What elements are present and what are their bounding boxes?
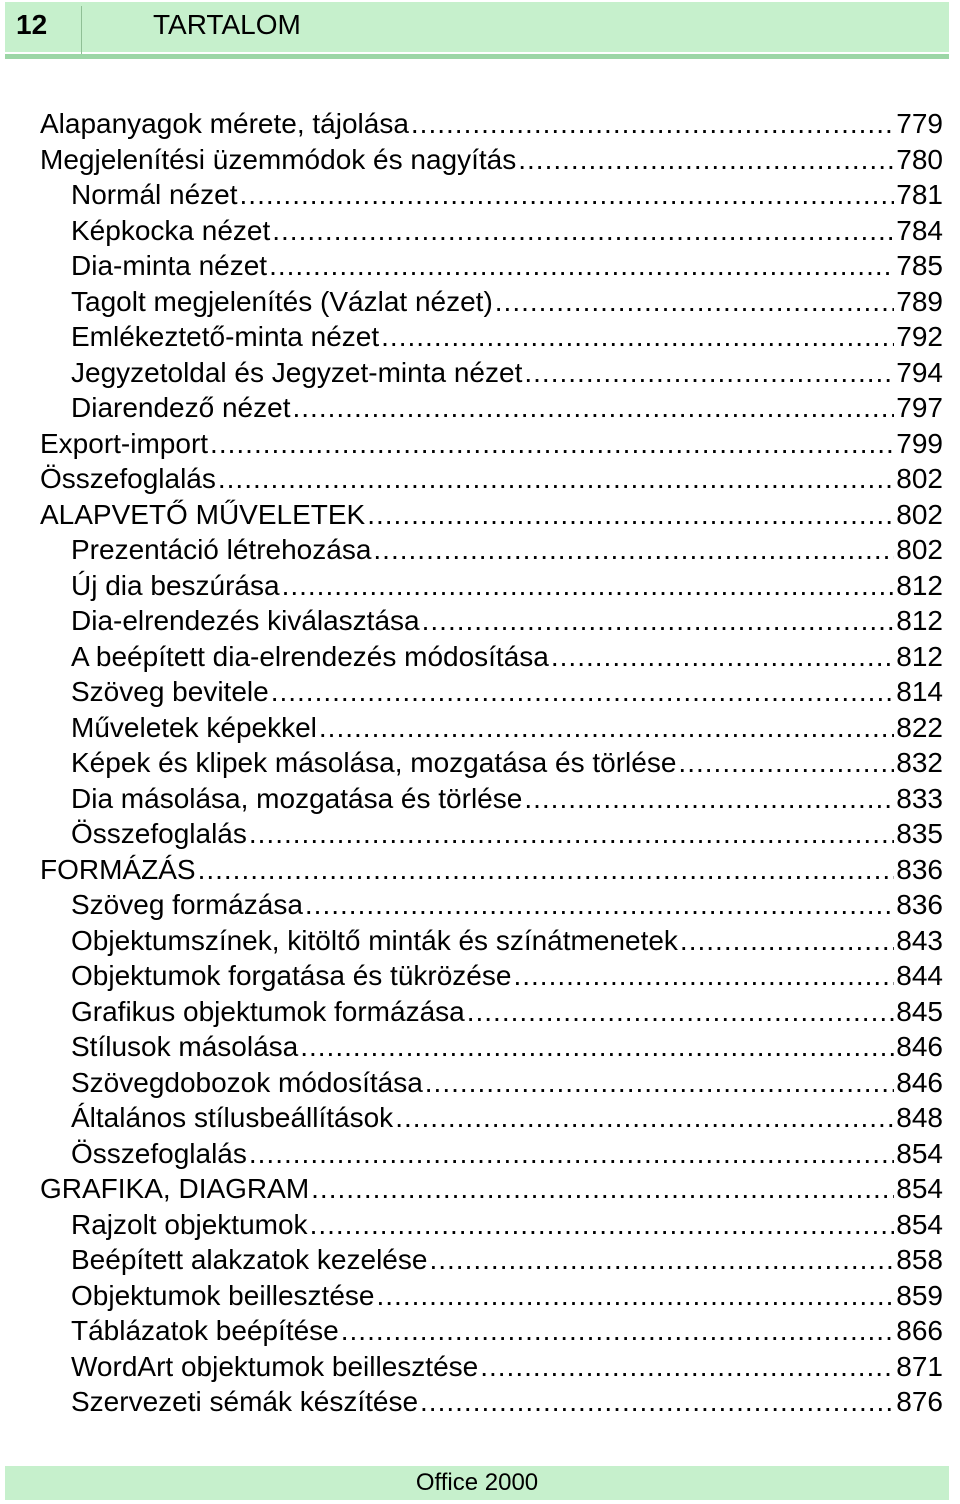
toc-entry-title: Grafikus objektumok formázása: [71, 995, 465, 1027]
toc-dot-leader: [269, 248, 894, 284]
toc-entry: [40, 532, 943, 568]
toc-entry-title: Objektumszínek, kitöltő minták és színátmenetek: [71, 924, 678, 956]
toc-dot-leader: [367, 497, 894, 533]
toc-entry-title: Export-import: [40, 427, 209, 459]
toc-entry-title: Új dia beszúrása: [71, 569, 280, 601]
toc-entry-title: Dia-elrendezés kiválasztása: [71, 605, 420, 636]
toc-entry: [40, 745, 943, 781]
toc-entry: [40, 177, 943, 213]
toc-dot-leader: [300, 1029, 894, 1065]
toc-entry-page: 822: [896, 711, 943, 743]
toc-entry-title: Képek és klipek másolása, mozgatása és törlése: [71, 747, 677, 778]
toc-entry: [40, 852, 943, 888]
toc-entry-title: Beépített alakzatok kezelése: [71, 1244, 428, 1275]
toc-entry-page: 876: [896, 1386, 943, 1417]
toc-dot-leader: [271, 674, 895, 710]
toc-entry: [40, 923, 943, 959]
toc-entry: [40, 1171, 943, 1207]
toc-entry: [40, 319, 943, 355]
toc-entry: [40, 568, 943, 604]
toc-entry-page: 832: [896, 747, 943, 778]
toc-entry-title: ALAPVETŐ MŰVELETEK: [40, 498, 366, 530]
toc-entry-title: Összefoglalás: [71, 818, 247, 849]
toc-entry-page: 858: [896, 1244, 943, 1275]
toc-dot-leader: [425, 1065, 895, 1101]
toc-entry-page: 789: [896, 285, 943, 317]
toc-entry-page: 846: [896, 1066, 943, 1098]
toc-entry-page: 843: [896, 924, 943, 956]
toc-entry-page: 854: [896, 1208, 943, 1240]
toc-entry: [40, 1313, 943, 1349]
toc-dot-leader: [395, 1100, 894, 1136]
toc-entry-title: Prezentáció létrehozása: [71, 534, 372, 565]
toc-entry: [40, 1278, 943, 1314]
toc-entry-page: 812: [896, 569, 943, 601]
toc-entry-title: Normál nézet: [71, 179, 238, 210]
toc-entry-title: Műveletek képekkel: [71, 711, 317, 743]
toc-entry: [40, 1207, 943, 1243]
toc-entry: [40, 497, 943, 533]
toc-entry: [40, 816, 943, 852]
toc-dot-leader: [480, 1349, 894, 1385]
toc-entry-page: 812: [896, 605, 943, 636]
toc-entry-title: Szervezeti sémák készítése: [71, 1386, 419, 1417]
toc-entry-page: 812: [896, 640, 943, 672]
toc-entry: [40, 1242, 943, 1278]
toc-entry: [40, 1029, 943, 1065]
toc-entry: [40, 106, 943, 142]
toc-entry-page: 780: [896, 143, 943, 175]
toc-entry-page: 785: [896, 250, 943, 281]
toc-entry-page: 799: [896, 427, 943, 459]
toc-dot-leader: [524, 355, 894, 391]
toc-dot-leader: [381, 319, 894, 355]
toc-dot-leader: [305, 887, 894, 923]
toc-entry-title: Emlékeztető-minta nézet: [71, 321, 380, 352]
toc-entry-page: 845: [896, 995, 943, 1027]
toc-entry-page: 779: [896, 108, 943, 139]
toc-entry-title: Jegyzetoldal és Jegyzet-minta nézet: [71, 356, 523, 388]
toc-entry-page: 859: [896, 1279, 943, 1311]
toc-entry: [40, 674, 943, 710]
toc-entry: [40, 355, 943, 391]
toc-dot-leader: [282, 568, 895, 604]
toc-entry-page: 802: [896, 534, 943, 565]
toc-entry-page: 794: [896, 356, 943, 388]
toc-entry: [40, 958, 943, 994]
toc-dot-leader: [467, 994, 895, 1030]
toc-entry-title: Dia-minta nézet: [71, 250, 268, 281]
toc-entry-page: 833: [896, 782, 943, 814]
toc-entry-title: Szöveg bevitele: [71, 676, 269, 707]
toc-entry-title: Dia másolása, mozgatása és törlése: [71, 782, 523, 814]
toc-dot-leader: [218, 461, 894, 497]
toc-entry: [40, 639, 943, 675]
toc-entry-title: Szövegdobozok módosítása: [71, 1066, 423, 1098]
toc-entry-page: 836: [896, 853, 943, 885]
toc-entry-page: 802: [896, 498, 943, 530]
toc-entry: [40, 213, 943, 249]
toc-entry: [40, 1100, 943, 1136]
toc-entry-title: Objektumok forgatása és tükrözése: [71, 960, 512, 991]
toc-entry: [40, 284, 943, 320]
toc-dot-leader: [495, 284, 895, 320]
toc-entry-page: 781: [896, 179, 943, 210]
toc-entry: [40, 887, 943, 923]
toc-dot-leader: [376, 1278, 894, 1314]
toc-dot-leader: [310, 1207, 895, 1243]
toc-entry-title: Összefoglalás: [71, 1137, 247, 1169]
toc-entry-title: WordArt objektumok beillesztése: [71, 1350, 479, 1382]
toc-dot-leader: [373, 532, 894, 568]
toc-dot-leader: [272, 213, 894, 249]
toc-entry-page: 784: [896, 214, 943, 246]
toc-dot-leader: [422, 603, 895, 639]
toc-entry-page: 848: [896, 1102, 943, 1133]
toc-entry-page: 814: [896, 676, 943, 707]
toc-entry: [40, 390, 943, 426]
toc-dot-leader: [319, 710, 894, 746]
toc-entry-title: Tagolt megjelenítés (Vázlat nézet): [71, 285, 493, 317]
toc-entry: [40, 1384, 943, 1420]
toc-entry: [40, 142, 943, 178]
table-of-contents: [40, 106, 943, 1420]
toc-entry-page: 871: [896, 1350, 943, 1382]
page-header: [5, 2, 949, 52]
toc-dot-leader: [678, 745, 894, 781]
toc-entry-title: Általános stílusbeállítások: [71, 1102, 394, 1133]
toc-dot-leader: [249, 816, 894, 852]
toc-entry-title: Alapanyagok mérete, tájolása: [40, 108, 409, 139]
toc-entry: [40, 248, 943, 284]
toc-entry-title: Táblázatok beépítése: [71, 1315, 339, 1346]
toc-entry: [40, 426, 943, 462]
toc-entry-page: 854: [896, 1173, 943, 1204]
toc-dot-leader: [198, 852, 895, 888]
toc-dot-leader: [680, 923, 894, 959]
toc-entry: [40, 1349, 943, 1385]
header-title: TARTALOM: [153, 9, 301, 40]
toc-entry-page: 844: [896, 960, 943, 991]
toc-entry-page: 846: [896, 1031, 943, 1062]
toc-entry: [40, 1136, 943, 1172]
toc-entry-page: 866: [896, 1315, 943, 1346]
toc-dot-leader: [210, 426, 894, 462]
toc-entry-title: GRAFIKA, DIAGRAM: [40, 1173, 310, 1204]
toc-entry-title: A beépített dia-elrendezés módosítása: [71, 640, 549, 672]
toc-dot-leader: [411, 106, 894, 142]
toc-entry: [40, 994, 943, 1030]
header-rule: [5, 54, 949, 59]
footer-text: Office 2000: [415, 1469, 539, 1496]
toc-entry-title: Megjelenítési üzemmódok és nagyítás: [40, 143, 517, 175]
toc-entry-title: Objektumok beillesztése: [71, 1279, 375, 1311]
toc-entry-page: 797: [896, 392, 943, 423]
toc-entry: [40, 603, 943, 639]
toc-entry-title: Összefoglalás: [40, 463, 216, 494]
toc-entry-page: 836: [896, 889, 943, 920]
toc-dot-leader: [524, 781, 894, 817]
page-number: 12: [16, 9, 48, 40]
toc-entry-page: 802: [896, 463, 943, 494]
toc-dot-leader: [249, 1136, 894, 1172]
toc-dot-leader: [240, 177, 895, 213]
toc-entry-page: 835: [896, 818, 943, 849]
toc-dot-leader: [551, 639, 894, 675]
toc-entry-title: FORMÁZÁS: [40, 853, 196, 885]
toc-dot-leader: [311, 1171, 894, 1207]
header-divider: [81, 6, 82, 56]
toc-entry-page: 792: [896, 321, 943, 352]
toc-entry-title: Képkocka nézet: [71, 214, 271, 246]
toc-entry-title: Rajzolt objektumok: [71, 1208, 308, 1240]
toc-dot-leader: [292, 390, 894, 426]
toc-entry-title: Szöveg formázása: [71, 889, 303, 920]
toc-entry: [40, 710, 943, 746]
toc-entry: [40, 781, 943, 817]
toc-entry: [40, 461, 943, 497]
toc-dot-leader: [518, 142, 894, 178]
toc-entry: [40, 1065, 943, 1101]
toc-entry-title: Stílusok másolása: [71, 1031, 299, 1062]
toc-dot-leader: [429, 1242, 894, 1278]
toc-dot-leader: [420, 1384, 894, 1420]
toc-dot-leader: [341, 1313, 895, 1349]
page-footer: [5, 1466, 949, 1500]
toc-dot-leader: [513, 958, 894, 994]
toc-entry-page: 854: [896, 1137, 943, 1169]
toc-entry-title: Diarendező nézet: [71, 392, 291, 423]
